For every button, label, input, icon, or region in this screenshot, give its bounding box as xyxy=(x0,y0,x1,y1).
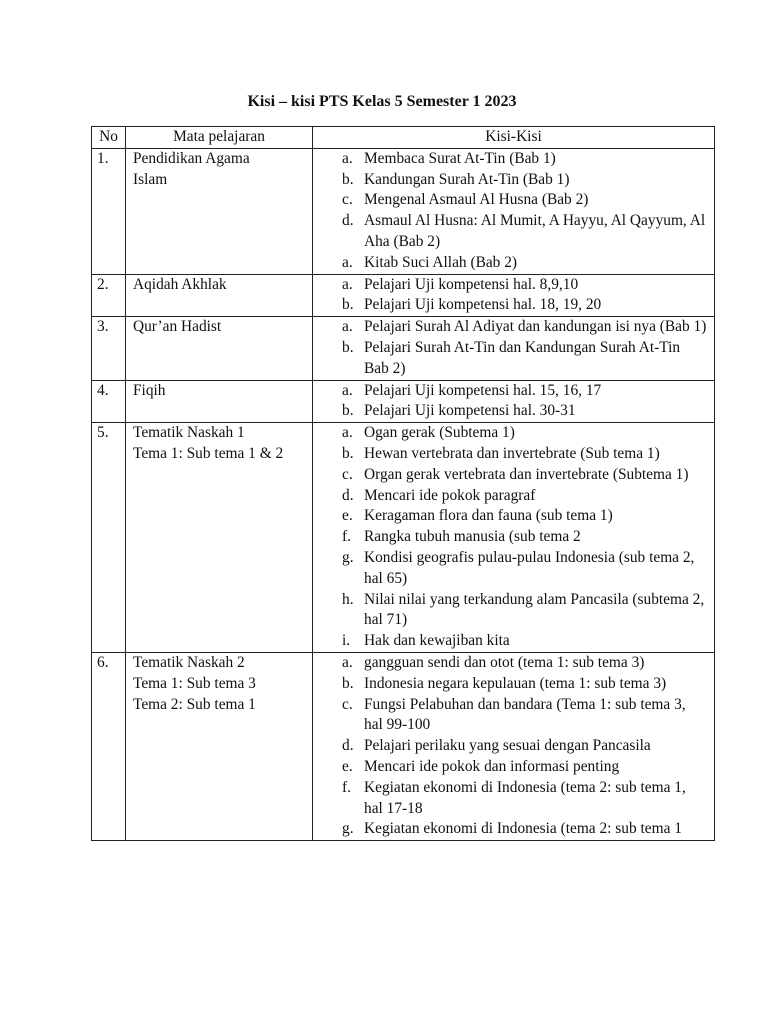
list-marker: g. xyxy=(342,548,354,566)
list-item-text: Pelajari Surah At-Tin dan Kandungan Surah At-Tin Bab 2) xyxy=(364,338,681,377)
list-item-text: Membaca Surat At-Tin (Bab 1) xyxy=(364,149,556,167)
kisi-cell xyxy=(313,148,715,274)
kisi-cell xyxy=(313,274,715,317)
list-item-text: Hak dan kewajiban kita xyxy=(364,632,510,650)
subject-line: Tema 1: Sub tema 3 xyxy=(133,674,256,692)
list-item xyxy=(342,211,708,253)
list-item xyxy=(342,590,708,632)
list-item-text: Organ gerak vertebrata dan invertebrate (Subtema 1) xyxy=(364,465,689,483)
list-item xyxy=(342,778,708,820)
list-item-text: Keragaman flora dan fauna (sub tema 1) xyxy=(364,507,613,525)
list-marker: a. xyxy=(342,653,353,671)
list-item-text: Hewan vertebrata dan invertebrate (Sub tema 1) xyxy=(364,444,660,462)
list-item-text: Kegiatan ekonomi di Indonesia (tema 2: sub tema 1, hal 17-18 xyxy=(364,778,686,817)
row-number: 6. xyxy=(92,652,126,840)
list-marker: e. xyxy=(342,757,353,775)
kisi-cell xyxy=(313,380,715,423)
table-row xyxy=(92,652,715,840)
list-item-text: Kegiatan ekonomi di Indonesia (tema 2: sub tema 1 xyxy=(364,820,682,838)
list-marker: b. xyxy=(342,296,354,314)
row-number: 4. xyxy=(92,380,126,423)
list-marker: a. xyxy=(342,149,353,167)
list-marker: e. xyxy=(342,507,353,525)
table-header-row xyxy=(92,127,715,149)
list-item-text: Pelajari Surah Al Adiyat dan kandungan isi nya (Bab 1) xyxy=(364,318,707,336)
list-item-text: Ogan gerak (Subtema 1) xyxy=(364,424,515,442)
kisi-list xyxy=(342,381,708,423)
list-marker: d. xyxy=(342,486,354,504)
list-marker: a. xyxy=(342,381,353,399)
kisi-cell xyxy=(313,652,715,840)
list-item-text: gangguan sendi dan otot (tema 1: sub tema 3) xyxy=(364,653,645,671)
list-item xyxy=(342,381,708,402)
list-marker: i. xyxy=(342,632,351,650)
list-item xyxy=(342,149,708,170)
list-marker: f. xyxy=(342,778,351,796)
list-item xyxy=(342,295,708,316)
list-marker: f. xyxy=(342,528,351,546)
row-number: 5. xyxy=(92,423,126,653)
list-marker: b. xyxy=(342,170,354,188)
list-item xyxy=(342,631,708,652)
subject-line: Tematik Naskah 2 xyxy=(133,653,245,671)
list-marker: b. xyxy=(342,338,354,356)
list-item xyxy=(342,506,708,527)
list-item xyxy=(342,527,708,548)
row-number: 3. xyxy=(92,317,126,380)
list-item xyxy=(342,548,708,590)
kisi-list xyxy=(342,149,708,274)
table-row xyxy=(92,148,715,274)
kisi-list xyxy=(342,317,708,379)
list-item xyxy=(342,317,708,338)
subject-line: Fiqih xyxy=(133,381,166,399)
list-item-text: Mencari ide pokok dan informasi penting xyxy=(364,757,620,775)
list-marker: c. xyxy=(342,465,353,483)
list-item xyxy=(342,275,708,296)
table-row xyxy=(92,423,715,653)
subject-cell xyxy=(126,317,313,380)
list-item xyxy=(342,338,708,380)
list-item-text: Mengenal Asmaul Al Husna (Bab 2) xyxy=(364,191,589,209)
subject-line: Islam xyxy=(133,170,168,188)
subject-line: Aqidah Akhlak xyxy=(133,275,227,293)
kisi-list xyxy=(342,653,708,840)
list-item xyxy=(342,253,708,274)
subject-cell xyxy=(126,652,313,840)
list-marker: c. xyxy=(342,695,353,713)
list-item-text: Kondisi geografis pulau-pulau Indonesia (sub tema 2, hal 65) xyxy=(364,548,695,587)
list-item xyxy=(342,757,708,778)
header-no: No xyxy=(92,127,126,149)
list-item xyxy=(342,674,708,695)
header-mata-pelajaran: Mata pelajaran xyxy=(126,127,313,149)
list-marker: a. xyxy=(342,253,353,271)
list-item xyxy=(342,819,708,840)
table-row xyxy=(92,380,715,423)
subject-line: Qur’an Hadist xyxy=(133,318,222,336)
list-item-text: Rangka tubuh manusia (sub tema 2 xyxy=(364,528,581,546)
list-marker: b. xyxy=(342,674,354,692)
list-item-text: Pelajari Uji kompetensi hal. 15, 16, 17 xyxy=(364,381,602,399)
list-marker: b. xyxy=(342,444,354,462)
list-item-text: Pelajari Uji kompetensi hal. 18, 19, 20 xyxy=(364,296,602,314)
subject-cell xyxy=(126,148,313,274)
list-item-text: Pelajari Uji kompetensi hal. 8,9,10 xyxy=(364,275,579,293)
subject-line: Tema 2: Sub tema 1 xyxy=(133,695,256,713)
table-row xyxy=(92,274,715,317)
list-marker: a. xyxy=(342,318,353,336)
subject-cell xyxy=(126,423,313,653)
row-number: 1. xyxy=(92,148,126,274)
list-item xyxy=(342,486,708,507)
row-number: 2. xyxy=(92,274,126,317)
kisi-cell xyxy=(313,423,715,653)
list-item-text: Indonesia negara kepulauan (tema 1: sub tema 3) xyxy=(364,674,667,692)
list-item xyxy=(342,736,708,757)
list-marker: d. xyxy=(342,737,354,755)
list-item-text: Kitab Suci Allah (Bab 2) xyxy=(364,253,518,271)
subject-line: Tematik Naskah 1 xyxy=(133,424,245,442)
list-item xyxy=(342,695,708,737)
list-item xyxy=(342,190,708,211)
kisi-list xyxy=(342,275,708,317)
list-item-text: Asmaul Al Husna: Al Mumit, A Hayyu, Al Qayyum, Al Aha (Bab 2) xyxy=(364,212,706,250)
list-item xyxy=(342,465,708,486)
subject-cell xyxy=(126,380,313,423)
subject-line: Pendidikan Agama xyxy=(133,149,250,167)
list-marker: c. xyxy=(342,191,353,209)
header-kisi-kisi: Kisi-Kisi xyxy=(313,127,715,149)
list-item xyxy=(342,423,708,444)
list-item xyxy=(342,444,708,465)
subject-line: Tema 1: Sub tema 1 & 2 xyxy=(133,444,284,462)
list-item-text: Pelajari Uji kompetensi hal. 30-31 xyxy=(364,402,576,420)
table-body xyxy=(92,148,715,840)
kisi-cell xyxy=(313,317,715,380)
list-item xyxy=(342,653,708,674)
list-marker: h. xyxy=(342,590,354,608)
page-title-text: Kisi – kisi PTS Kelas 5 Semester 1 2023 xyxy=(247,93,517,110)
list-marker: a. xyxy=(342,424,353,442)
list-item-text: Nilai nilai yang terkandung alam Pancasila (subtema 2, hal 71) xyxy=(364,590,705,629)
list-marker: b. xyxy=(342,402,354,420)
table-row xyxy=(92,317,715,380)
table-header xyxy=(92,127,715,149)
list-item-text: Fungsi Pelabuhan dan bandara (Tema 1: sub tema 3, hal 99-100 xyxy=(364,695,686,734)
kisi-list xyxy=(342,423,708,652)
list-item-text: Kandungan Surah At-Tin (Bab 1) xyxy=(364,170,570,188)
list-item-text: Pelajari perilaku yang sesuai dengan Pancasila xyxy=(364,737,651,755)
list-item xyxy=(342,170,708,191)
list-marker: g. xyxy=(342,820,354,838)
page-title xyxy=(0,92,768,112)
list-item xyxy=(342,401,708,422)
list-marker: a. xyxy=(342,275,353,293)
kisi-table xyxy=(91,126,715,841)
list-marker: d. xyxy=(342,212,354,230)
subject-cell xyxy=(126,274,313,317)
list-item-text: Mencari ide pokok paragraf xyxy=(364,486,536,504)
